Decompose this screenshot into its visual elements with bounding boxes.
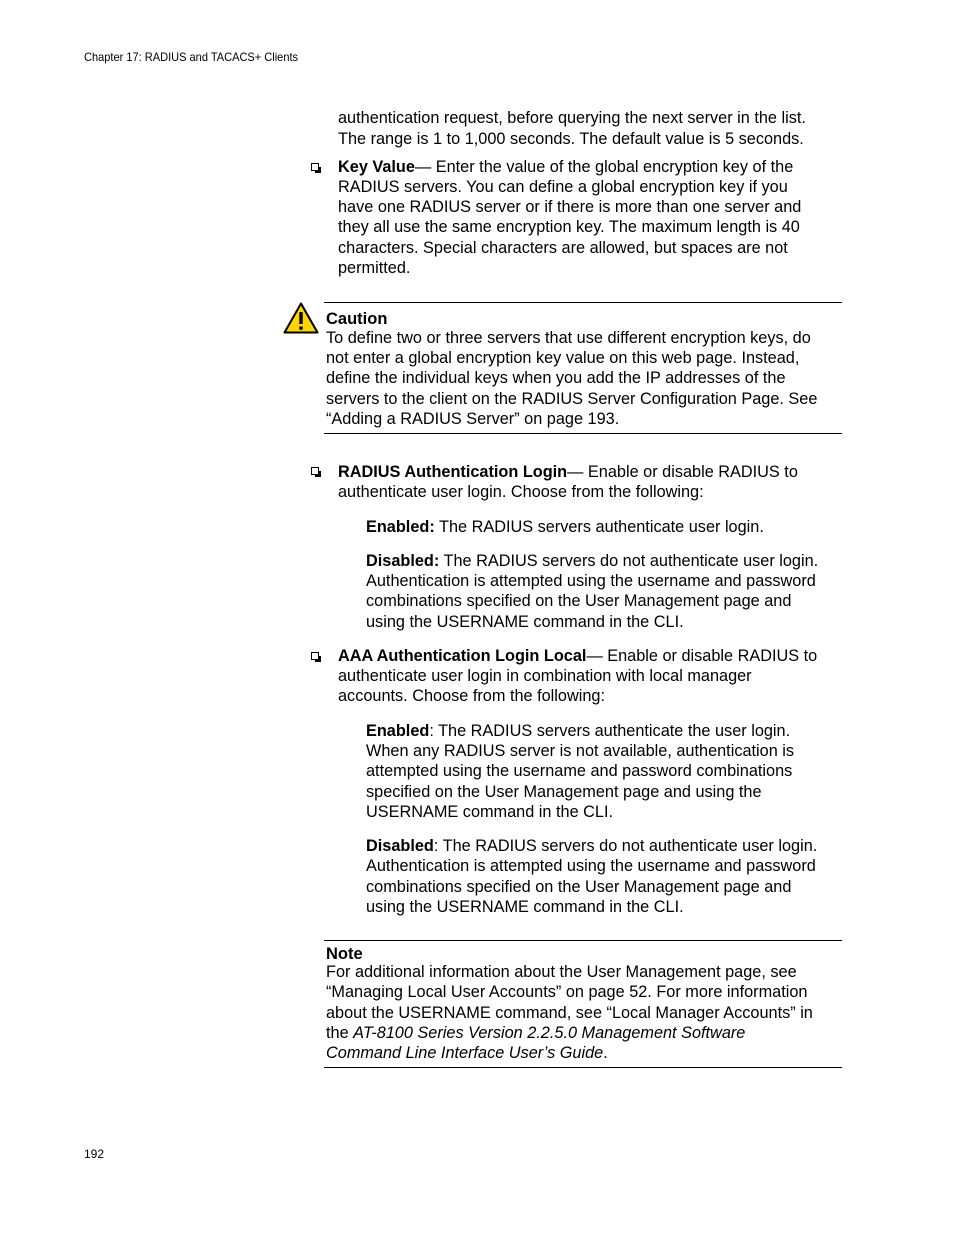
note-line-4 [326,1023,745,1043]
aaa-enabled-line-2: When any RADIUS server is not available, authentication is [366,742,795,760]
radius-login-text: — Enable or disable RADIUS to [567,463,798,481]
note-bottom-rule [324,1067,842,1068]
radius-disabled-line-3: combinations specified on the User Management page and [366,592,792,610]
key-value-line-1 [338,157,793,177]
aaa-disabled-line-1 [366,836,817,856]
note-line-3: about the USERNAME command, see “Local Manager Accounts” in [326,1004,813,1022]
caution-title: Caution [326,310,388,328]
caution-top-rule [324,302,842,303]
aaa-disabled-line-4: using the USERNAME command in the CLI. [366,898,684,916]
aaa-disabled-text: : The RADIUS servers do not authenticate user login. [433,837,818,855]
bullet-box-icon [311,652,319,660]
running-header: Chapter 17: RADIUS and TACACS+ Clients [84,50,299,64]
aaa-enabled-term: Enabled [366,722,430,740]
key-value-line-4: they all use the same encryption key. The maximum length is 40 [338,218,800,236]
radius-disabled-line-2: Authentication is attempted using the username and password [366,572,816,590]
radius-enabled-text: The RADIUS servers authenticate user login. [434,518,764,536]
aaa-disabled-line-3: combinations specified on the User Management page and [366,878,792,896]
aaa-enabled-line-4: specified on the User Management page and using the [366,783,762,801]
intro-line-2: The range is 1 to 1,000 seconds. The default value is 5 seconds. [338,130,804,148]
key-value-line-6: permitted. [338,259,411,277]
aaa-disabled-term: Disabled [366,837,434,855]
key-value-term: Key Value [338,158,415,176]
note-line-5 [326,1043,608,1063]
key-value-line-3: have one RADIUS server or if there is more than one server and [338,198,802,216]
note-top-rule [324,940,842,941]
aaa-enabled-text: : The RADIUS servers authenticate the user login. [429,722,791,740]
caution-bottom-rule [324,433,842,434]
aaa-login-term: AAA Authentication Login Local [338,647,587,665]
aaa-login-line-3: accounts. Choose from the following: [338,687,605,705]
caution-line-1: To define two or three servers that use different encryption keys, do [326,329,811,347]
caution-line-4: servers to the client on the RADIUS Server Configuration Page. See [326,390,818,408]
caution-line-3: define the individual keys when you add the IP addresses of the [326,369,786,387]
aaa-login-text: — Enable or disable RADIUS to [586,647,818,665]
caution-line-2: not enter a global encryption key value on this web page. Instead, [326,349,800,367]
bullet-box-icon [311,467,319,475]
radius-login-line-1 [338,462,798,482]
key-value-line-2: RADIUS servers. You can define a global encryption key if you [338,178,788,196]
aaa-disabled-line-2: Authentication is attempted using the username and password [366,857,816,875]
radius-disabled-text: The RADIUS servers do not authenticate user login. [439,552,819,570]
page-number: 192 [84,1147,105,1161]
radius-disabled-term: Disabled: [366,552,440,570]
intro-line-1: authentication request, before querying the next server in the list. [338,109,806,127]
key-value-text: — Enter the value of the global encryption key of the [414,158,794,176]
guide-title-part-1: AT-8100 Series Version 2.2.5.0 Management Software [353,1024,746,1042]
note-title: Note [326,945,363,963]
radius-enabled-term: Enabled: [366,518,435,536]
note-line-5-suffix: . [603,1044,608,1062]
bullet-box-icon [311,163,319,171]
aaa-enabled-line-1 [366,721,790,741]
radius-enabled-line [366,517,764,537]
aaa-enabled-line-3: attempted using the username and password combinations [366,762,793,780]
radius-disabled-line-1 [366,551,818,571]
aaa-login-line-2: authenticate user login in combination with local manager [338,667,752,685]
caution-line-5: “Adding a RADIUS Server” on page 193. [326,410,620,428]
warning-triangle-icon [283,302,319,334]
aaa-enabled-line-5: USERNAME command in the CLI. [366,803,614,821]
radius-disabled-line-4: using the USERNAME command in the CLI. [366,613,684,631]
note-line-2: “Managing Local User Accounts” on page 52. For more information [326,983,808,1001]
guide-title-part-2: Command Line Interface User’s Guide [326,1044,604,1062]
note-line-1: For additional information about the User Management page, see [326,963,797,981]
key-value-line-5: characters. Special characters are allowed, but spaces are not [338,239,788,257]
radius-login-line-2: authenticate user login. Choose from the following: [338,483,704,501]
aaa-login-line-1 [338,646,817,666]
note-line-4-prefix: the [326,1024,354,1042]
radius-login-term: RADIUS Authentication Login [338,463,568,481]
